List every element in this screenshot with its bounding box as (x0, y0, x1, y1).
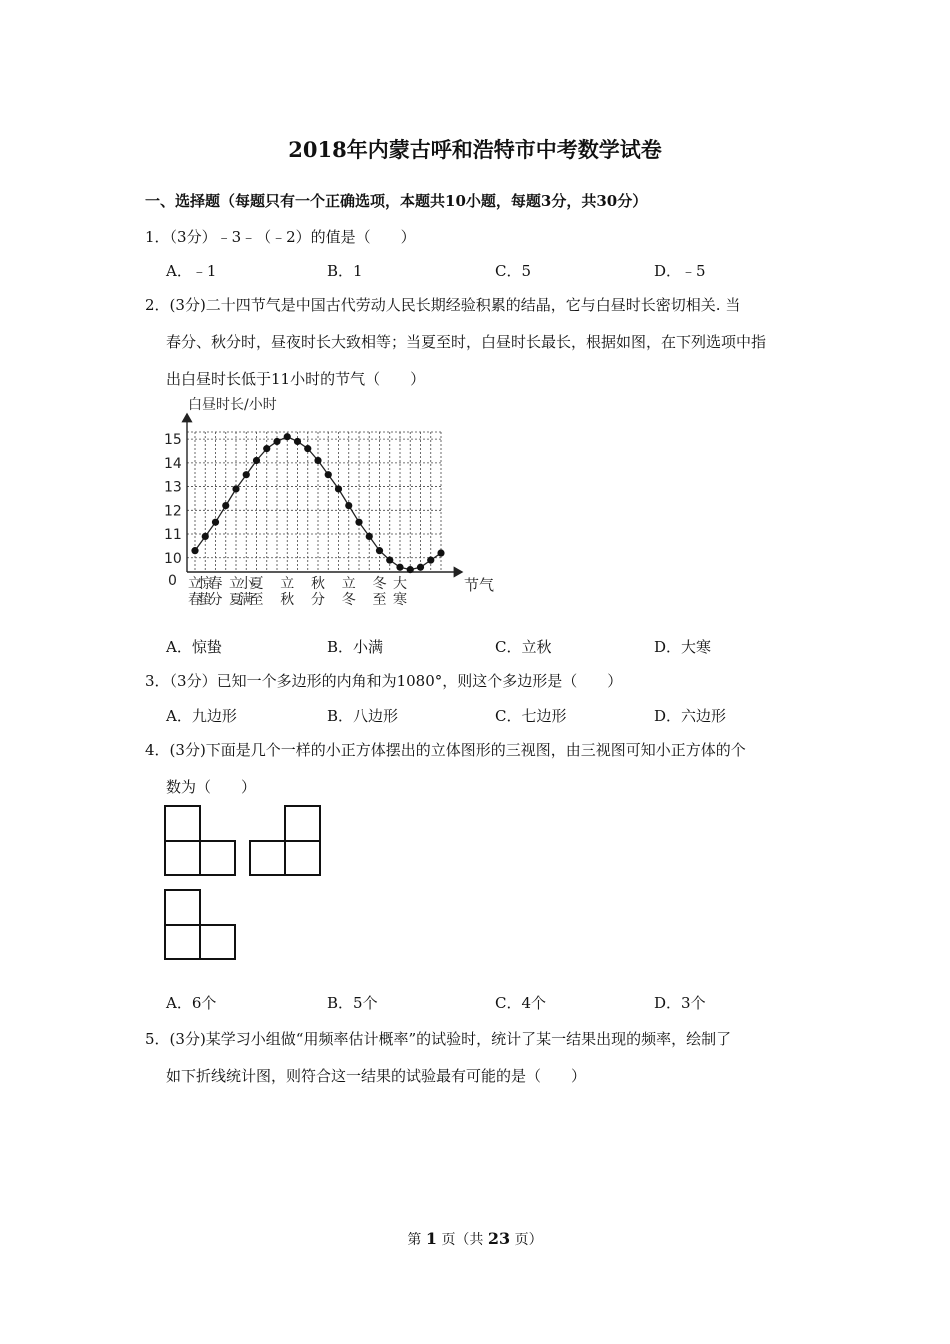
chart-data-point (396, 564, 403, 571)
chart-x-axis-label: 节气 (464, 576, 495, 594)
q4-option-d: D．3个 (654, 994, 706, 1012)
chart-data-point (314, 457, 321, 464)
q4-option-a: A．6个 (166, 994, 217, 1012)
footer-prefix: 第 (407, 1232, 422, 1248)
page-footer (0, 1229, 950, 1249)
chart-x-tick-label: 春 (188, 592, 202, 608)
chart-x-tick-label: 秋 (311, 576, 325, 592)
q2-option-b: B．小满 (327, 638, 384, 656)
top-view (165, 890, 235, 959)
question-5-line-1: 5．(3分)某学习小组做“用频率估计概率”的试验时，统计了某一结果出现的频率，绘制了 (145, 1030, 732, 1048)
chart-data-point (243, 471, 250, 478)
chart-x-tick-label: 寒 (393, 592, 407, 608)
q4-option-b: B．5个 (327, 994, 378, 1012)
chart-data-point (294, 438, 301, 445)
question-5-line-2: 如下折线统计图，则符合这一结果的试验最有可能的是（ ） (166, 1067, 587, 1085)
chart-x-tick-label: 立 (188, 576, 202, 592)
chart-x-tick-label: 秋 (280, 592, 295, 608)
chart-data-point (427, 557, 434, 564)
chart-x-tick-label: 冬 (372, 576, 387, 592)
question-4-line-1: 4．(3分)下面是几个一样的小正方体摆出的立体图形的三视图，由三视图可知小正方体的个 (145, 741, 746, 759)
three-view-diagram (160, 800, 330, 965)
front-view-cube-top (165, 806, 200, 841)
q1-option-c: C．5 (495, 262, 532, 280)
chart-y-tick-label: 15 (164, 432, 182, 449)
q2-option-c: C．立秋 (495, 638, 552, 656)
q1-option-d: D．﹣5 (654, 262, 706, 280)
chart-x-tick-label: 至 (372, 592, 387, 608)
chart-x-tick-label: 春 (208, 576, 223, 592)
chart-data-point (355, 519, 362, 526)
chart-origin-label: 0 (168, 573, 177, 589)
chart-x-tick-label: 冬 (341, 592, 356, 608)
top-view-cube-bottom-left (165, 925, 200, 959)
chart-data-point (253, 457, 260, 464)
chart-x-tick-label: 立 (280, 576, 295, 592)
daylight-chart (150, 392, 510, 614)
chart-y-tick-label: 14 (164, 455, 182, 472)
footer-page-number: 1 (425, 1229, 437, 1248)
question-3-stem: 3．（3分）已知一个多边形的内角和为1080°，则这个多边形是（ ） (145, 672, 623, 690)
chart-data-point (304, 445, 311, 452)
chart-data-point (386, 557, 393, 564)
chart-data-point (437, 549, 444, 556)
chart-x-tick-label: 满 (239, 592, 254, 608)
question-4-line-2: 数为（ ） (166, 778, 257, 796)
chart-data-point (202, 533, 209, 540)
chart-data-point (335, 485, 342, 492)
footer-mid: 页（共 (441, 1232, 484, 1248)
question-1-stem: 1．（3分）﹣3﹣（﹣2）的值是（ ） (145, 228, 416, 246)
chart-data-point (417, 564, 424, 571)
question-2-line-1: 2．(3分)二十四节气是中国古代劳动人民长期经验积累的结晶，它与白昼时长密切相关. 当 (145, 296, 741, 314)
chart-data-point (366, 533, 373, 540)
chart-y-tick-label: 12 (164, 503, 182, 520)
chart-x-tick-label: 夏 (229, 592, 243, 608)
footer-suffix: 页） (514, 1232, 543, 1248)
chart-x-tick-label: 大 (393, 576, 407, 592)
q3-option-b: B．八边形 (327, 707, 399, 725)
chart-y-tick-label: 10 (164, 550, 182, 567)
chart-data-point (263, 445, 270, 452)
chart-x-tick-label: 立 (341, 576, 356, 592)
chart-y-tick-label: 11 (164, 527, 182, 544)
section-heading: 一、选择题（每题只有一个正确选项，本题共10小题，每题3分，共30分） (145, 192, 648, 210)
q1-option-a: A．﹣1 (166, 262, 217, 280)
front-view-cube-bottom-right (200, 841, 235, 875)
q1-option-b: B．1 (327, 262, 363, 280)
front-view (165, 806, 235, 875)
chart-x-tick-label: 蛰 (198, 592, 213, 608)
side-view-cube-top (285, 806, 320, 841)
q4-option-c: C．4个 (495, 994, 547, 1012)
chart-x-tick-label: 至 (249, 592, 264, 608)
chart-data-point (232, 485, 239, 492)
chart-data-point (407, 566, 414, 573)
q2-option-d: D．大寒 (654, 638, 712, 656)
chart-y-tick-label: 13 (164, 479, 182, 496)
chart-data-point (191, 547, 198, 554)
footer-total-pages: 23 (487, 1229, 511, 1248)
chart-x-tick-label: 分 (208, 592, 223, 608)
chart-x-tick-label: 分 (311, 592, 325, 608)
chart-data-point (222, 502, 229, 509)
side-view-cube-bottom-left (250, 841, 285, 875)
chart-data-point (212, 519, 219, 526)
chart-x-tick-label: 立 (229, 576, 243, 592)
top-view-cube-bottom-right (200, 925, 235, 959)
question-2-line-2: 春分、秋分时，昼夜时长大致相等；当夏至时，白昼时长最长，根据如图，在下列选项中指 (166, 333, 767, 351)
question-2-line-3: 出白昼时长低于11小时的节气（ ） (166, 370, 426, 388)
chart-x-tick-label: 小 (239, 576, 254, 592)
side-view (250, 806, 320, 875)
q3-option-c: C．七边形 (495, 707, 567, 725)
q2-option-a: A．惊蛰 (166, 638, 222, 656)
chart-x-tick-label: 夏 (249, 576, 264, 592)
exam-title: 2018年内蒙古呼和浩特市中考数学试卷 (288, 137, 662, 162)
chart-x-tick-label: 惊 (198, 576, 213, 592)
chart-data-point (325, 471, 332, 478)
chart-data-point (284, 433, 291, 440)
chart-data-point (376, 547, 383, 554)
side-view-cube-bottom-right (285, 841, 320, 875)
chart-data-point (273, 438, 280, 445)
top-view-cube-top (165, 890, 200, 925)
chart-data-point (345, 502, 352, 509)
q3-option-a: A．九边形 (166, 707, 237, 725)
chart-y-axis-label: 白昼时长/小时 (188, 397, 277, 413)
q3-option-d: D．六边形 (654, 707, 727, 725)
front-view-cube-bottom-left (165, 841, 200, 875)
